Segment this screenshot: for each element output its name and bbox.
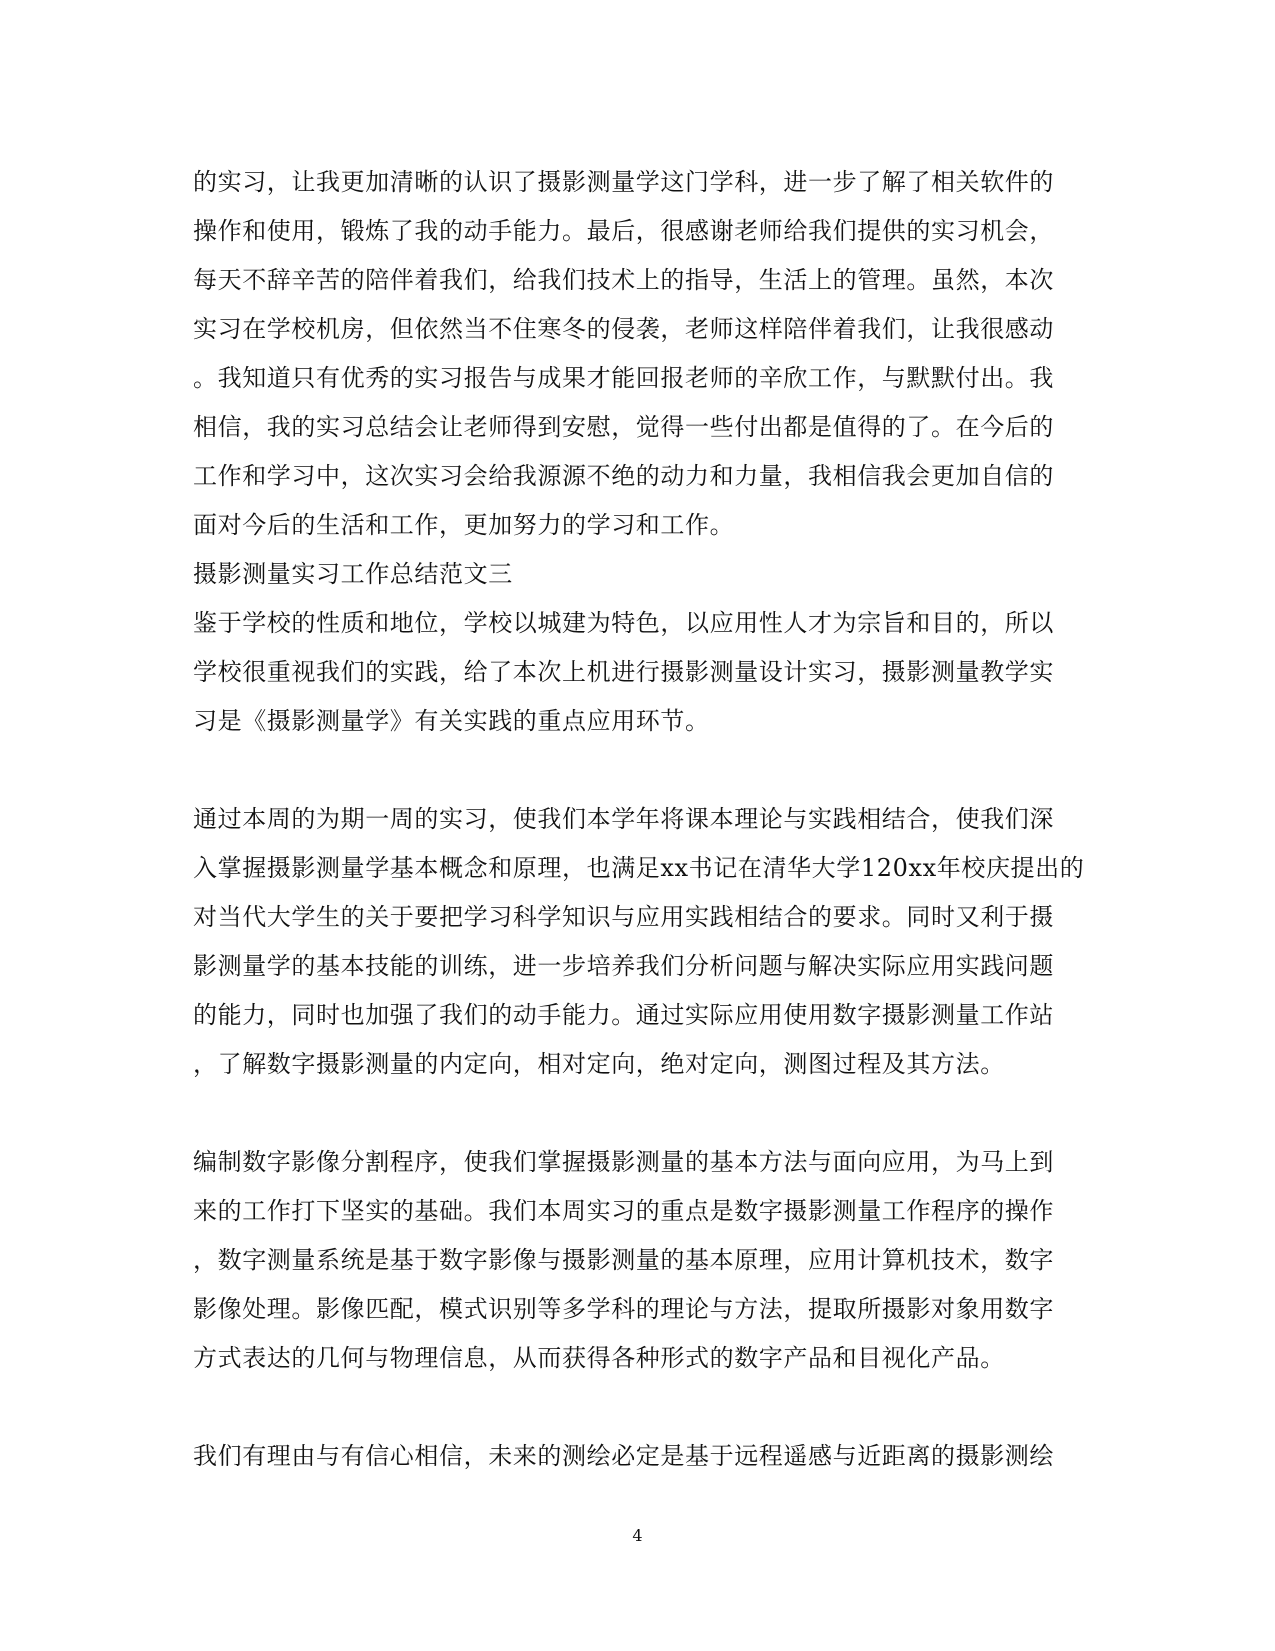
paragraph-spacer <box>193 746 1093 795</box>
text-line: 方式表达的几何与物理信息，从而获得各种形式的数字产品和目视化产品。 <box>193 1344 1005 1372</box>
text-line: 我们有理由与有信心相信，未来的测绘必定是基于远程遥感与近距离的摄影测绘 <box>193 1442 1054 1470</box>
text-line: 入掌握摄影测量学基本概念和原理，也满足xx书记在清华大学120xx年校庆提出的 <box>193 854 1085 882</box>
paragraph-spacer <box>193 1383 1093 1432</box>
text-line: 工作和学习中，这次实习会给我源源不绝的动力和力量，我相信我会更加自信的 <box>193 462 1054 490</box>
text-line: 来的工作打下坚实的基础。我们本周实习的重点是数字摄影测量工作程序的操作 <box>193 1197 1054 1225</box>
text-line: ，数字测量系统是基于数字影像与摄影测量的基本原理，应用计算机技术，数字 <box>193 1246 1054 1274</box>
document-body <box>193 158 1093 1481</box>
text-line: 每天不辞辛苦的陪伴着我们，给我们技术上的指导，生活上的管理。虽然，本次 <box>193 266 1054 294</box>
text-line: 影测量学的基本技能的训练，进一步培养我们分析问题与解决实际应用实践问题 <box>193 952 1054 980</box>
text-line: ，了解数字摄影测量的内定向，相对定向，绝对定向，测图过程及其方法。 <box>193 1050 1005 1078</box>
text-line: 影像处理。影像匹配，模式识别等多学科的理论与方法，提取所摄影对象用数字 <box>193 1295 1054 1323</box>
paragraph-digital-image <box>193 1138 1093 1383</box>
text-line: 通过本周的为期一周的实习，使我们本学年将课本理论与实践相结合，使我们深 <box>193 805 1054 833</box>
text-line: 习是《摄影测量学》有关实践的重点应用环节。 <box>193 707 710 735</box>
text-line: 实习在学校机房，但依然当不住寒冬的侵袭，老师这样陪伴着我们，让我很感动 <box>193 315 1054 343</box>
text-line: 学校很重视我们的实践，给了本次上机进行摄影测量设计实习，摄影测量教学实 <box>193 658 1054 686</box>
section-heading <box>193 550 1093 599</box>
text-line: 对当代大学生的关于要把学习科学知识与应用实践相结合的要求。同时又利于摄 <box>193 903 1054 931</box>
text-line: 操作和使用，锻炼了我的动手能力。最后，很感谢老师给我们提供的实习机会， <box>193 217 1054 245</box>
text-line: 。我知道只有优秀的实习报告与成果才能回报老师的辛欣工作，与默默付出。我 <box>193 364 1054 392</box>
paragraph-school-intro <box>193 599 1093 746</box>
paragraph-future-surveying <box>193 1432 1093 1481</box>
text-line: 面对今后的生活和工作，更加努力的学习和工作。 <box>193 511 735 539</box>
section-heading-text: 摄影测量实习工作总结范文三 <box>193 560 513 588</box>
text-line: 编制数字影像分割程序，使我们掌握摄影测量的基本方法与面向应用，为马上到 <box>193 1148 1054 1176</box>
page-number: 4 <box>632 1526 643 1545</box>
text-line: 的实习，让我更加清晰的认识了摄影测量学这门学科，进一步了解了相关软件的 <box>193 168 1054 196</box>
text-line: 鉴于学校的性质和地位，学校以城建为特色，以应用性人才为宗旨和目的，所以 <box>193 609 1054 637</box>
paragraph-internship-conclusion <box>193 158 1093 550</box>
paragraph-spacer <box>193 1089 1093 1138</box>
text-line: 的能力，同时也加强了我们的动手能力。通过实际应用使用数字摄影测量工作站 <box>193 1001 1054 1029</box>
text-line: 相信，我的实习总结会让老师得到安慰，觉得一些付出都是值得的了。在今后的 <box>193 413 1054 441</box>
paragraph-week-practice <box>193 795 1093 1089</box>
